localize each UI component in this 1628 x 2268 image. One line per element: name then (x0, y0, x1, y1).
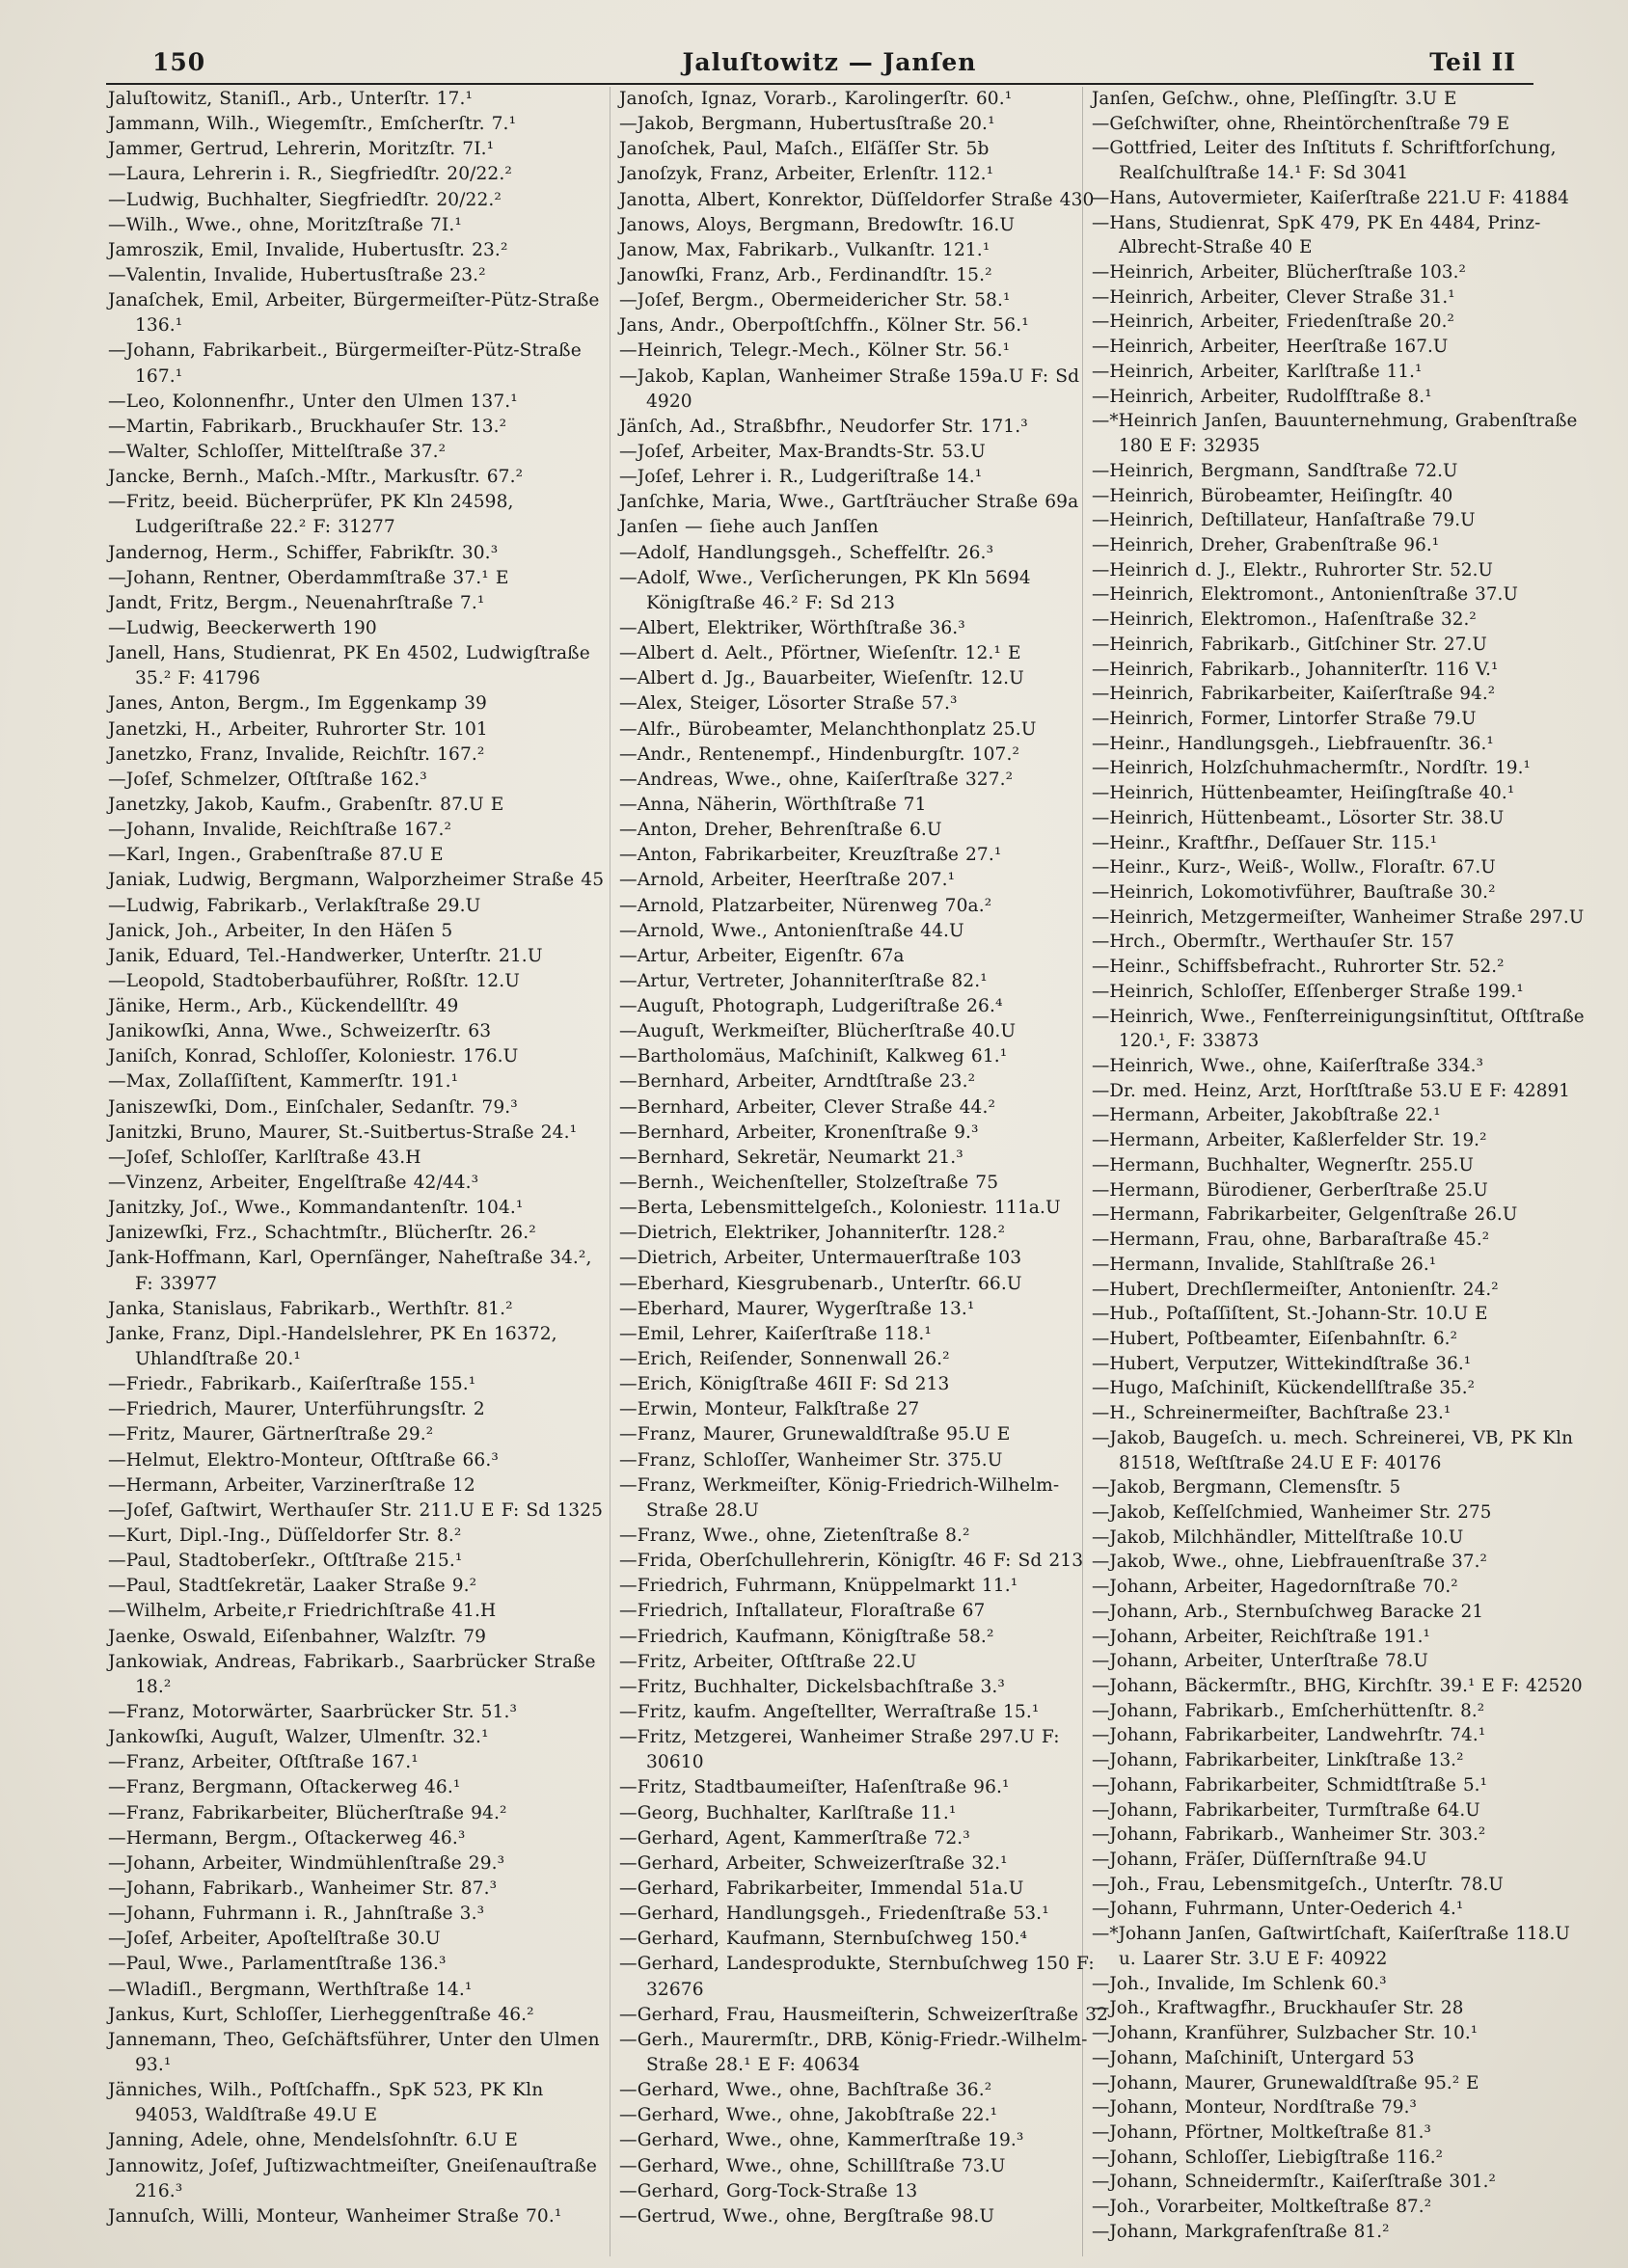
directory-entry: —Auguſt, Werkmeiſter, Blücherſtraße 40.U (619, 1021, 1017, 1042)
directory-entry: —*Heinrich Janſen, Bauunternehmung, Grabenſtraße 180 E F: 32935 (1092, 411, 1578, 457)
directory-entry: —Heinrich, Deſtillateur, Hanſaſtraße 79.U (1092, 510, 1476, 531)
directory-entry: —Johann, Fräſer, Düſſernſtraße 94.U (1092, 1850, 1427, 1871)
directory-entry: —Karl, Ingen., Grabenſtraße 87.U E (108, 845, 444, 866)
directory-entry: —Heinrich, Lokomotivführer, Bauſtraße 30.² (1092, 882, 1496, 903)
directory-entry: —Johann, Pförtner, Moltkeſtraße 81.³ (1092, 2121, 1431, 2143)
directory-entry: —Anton, Dreher, Behrenſtraße 6.U (619, 820, 942, 841)
directory-entry: —Joſef, Arbeiter, Max-Brandts-Str. 53.U (619, 441, 986, 462)
directory-entry: —Artur, Arbeiter, Eigenſtr. 67a (619, 945, 905, 966)
directory-entry: —Gerhard, Wwe., ohne, Jakobſtraße 22.¹ (619, 2105, 998, 2126)
directory-entry: —Joſef, Arbeiter, Apoſtelſtraße 30.U (108, 1929, 441, 1950)
directory-entry: —Adolf, Wwe., Verſicherungen, PK Kln 5694 Königſtraße 46.² F: Sd 213 (619, 567, 1031, 613)
part-label: Teil II (1429, 48, 1516, 76)
directory-entry: —Johann, Bäckermſtr., BHG, Kirchſtr. 39.¹ E F: 42520 (1092, 1676, 1583, 1696)
page-number: 150 (152, 48, 206, 76)
directory-entry: —Johann, Fabrikarb., Wanheimer Str. 87.³ (108, 1877, 498, 1899)
directory-entry: Jammer, Gertrud, Lehrerin, Moritzſtr. 7I.¹ (108, 139, 495, 160)
directory-entry: —Heinrich, Arbeiter, Rudolfſtraße 8.¹ (1092, 386, 1432, 407)
directory-entry: Janell, Hans, Studienrat, PK En 4502, Ludwigſtraße 35.² F: 41796 (108, 643, 590, 689)
directory-entry: —Hermann, Arbeiter, Kaßlerfelder Str. 19.² (1092, 1130, 1487, 1151)
directory-entry: —Heinrich, Wwe., Fenſterreinigungsinſtitut, Oſtſtraße 120.¹, F: 33873 (1092, 1006, 1585, 1052)
directory-entry: Jankowiak, Andreas, Fabrikarb., Saarbrücker Straße 18.² (108, 1651, 596, 1697)
directory-entry: —Alfr., Bürobeamter, Melanchthonplatz 25.U (619, 718, 1037, 740)
directory-entry: —Joſef, Schmelzer, Oſtſtraße 162.³ (108, 769, 427, 790)
directory-entry: —Joſef, Bergm., Obermeidericher Str. 58.¹ (619, 290, 1011, 311)
directory-entry: —Gerhard, Arbeiter, Schweizerſtraße 32.¹ (619, 1852, 1008, 1874)
directory-entry: —Johann, Fabrikarbeiter, Schmidtſtraße 5.¹ (1092, 1774, 1488, 1796)
directory-entry: —Friedr., Fabrikarb., Kaiſerſtraße 155.¹ (108, 1374, 476, 1395)
directory-entry: —Gertrud, Wwe., ohne, Bergſtraße 98.U (619, 2205, 995, 2227)
directory-entry: —Franz, Maurer, Grunewaldſtraße 95.U E (619, 1424, 1011, 1445)
directory-entry: —Friedrich, Kaufmann, Königſtraße 58.² (619, 1626, 994, 1647)
directory-entry: —Johann, Fuhrmann, Unter-Oederich 4.¹ (1092, 1899, 1464, 1920)
directory-entry: Janes, Anton, Bergm., Im Eggenkamp 39 (108, 693, 487, 715)
directory-entry: —Valentin, Invalide, Hubertusſtraße 23.² (108, 264, 486, 285)
page-header (106, 46, 1533, 85)
directory-entry: —Andr., Rentenempf., Hindenburgſtr. 107.² (619, 743, 1020, 765)
directory-entry: Janaſchek, Emil, Arbeiter, Bürgermeiſter-Pütz-Straße 136.¹ (108, 290, 600, 337)
directory-entry: Jänniches, Wilh., Poſtſchaffn., SpK 523, PK Kln 94053, Waldſtraße 49.U E (108, 2080, 544, 2126)
directory-entry: —Wilhelm, Arbeite,r Friedrichſtraße 41.H (108, 1601, 497, 1622)
directory-entry: —Leo, Kolonnenfhr., Unter den Ulmen 137.¹ (108, 391, 518, 412)
directory-entry: —Gerhard, Landesprodukte, Sternbuſchweg 150 F: 32676 (619, 1954, 1095, 2000)
directory-entry: —Artur, Vertreter, Johanniterſtraße 82.¹ (619, 970, 988, 991)
directory-entry: —Franz, Wwe., ohne, Zietenſtraße 8.² (619, 1526, 970, 1547)
directory-entry: —Ludwig, Buchhalter, Siegfriedſtr. 20/22.² (108, 189, 502, 210)
directory-entry: —Hans, Autovermieter, Kaiſerſtraße 221.U F: 41884 (1092, 187, 1569, 208)
directory-entry: —Helmut, Elektro-Monteur, Oſtſtraße 66.³ (108, 1449, 499, 1471)
directory-entry: Jänſch, Ad., Straßbfhr., Neudorfer Str. 171.³ (619, 416, 1028, 437)
directory-entry: —Jakob, Milchhändler, Mittelſtraße 10.U (1092, 1526, 1464, 1548)
directory-entry: —Gerhard, Kaufmann, Sternbuſchweg 150.⁴ (619, 1929, 1028, 1950)
directory-entry: —Heinrich, Arbeiter, Blücherſtraße 103.² (1092, 262, 1466, 284)
directory-entry: —Johann, Fabrikarbeit., Bürgermeiſter-Pütz-Straße 167.¹ (108, 340, 582, 387)
directory-entry: —Max, Zollaſſiſtent, Kammerſtr. 191.¹ (108, 1071, 459, 1093)
directory-entry: —Emil, Lehrer, Kaiſerſtraße 118.¹ (619, 1323, 932, 1344)
directory-entry: —Gerhard, Gorg-Tock-Straße 13 (619, 2180, 918, 2201)
directory-entry: —Heinrich, Holzſchuhmachermſtr., Nordſtr. 19.¹ (1092, 758, 1531, 779)
directory-entry: —Johann, Fabrikarbeiter, Landwehrſtr. 74.¹ (1092, 1725, 1486, 1746)
directory-entry: —Heinrich, Hüttenbeamt., Lösorter Str. 38.U (1092, 807, 1505, 828)
directory-entry: —Arnold, Arbeiter, Heerſtraße 207.¹ (619, 870, 956, 891)
directory-entry: —Friedrich, Fuhrmann, Knüppelmarkt 11.¹ (619, 1576, 1018, 1597)
directory-entry: —Friedrich, Maurer, Unterführungsſtr. 2 (108, 1399, 485, 1420)
directory-entry: —Ludwig, Fabrikarb., Verlakſtraße 29.U (108, 895, 481, 916)
directory-entry: —Dietrich, Elektriker, Johanniterſtr. 128.² (619, 1223, 1006, 1244)
directory-entry: —Joſef, Lehrer i. R., Ludgeriſtraße 14.¹ (619, 467, 983, 488)
directory-entry: Jammann, Wilh., Wiegemſtr., Emſcherſtr. 7.¹ (108, 114, 517, 135)
directory-entry: —Johann, Arbeiter, Reichſtraße 191.¹ (1092, 1626, 1430, 1647)
directory-entry: Janſen — ſiehe auch Janſſen (619, 517, 879, 538)
directory-entry: Janitzky, Joſ., Wwe., Kommandantenſtr. 104.¹ (108, 1198, 524, 1219)
directory-entry: —Fritz, Metzgerei, Wanheimer Straße 297.U F: 30610 (619, 1727, 1060, 1773)
directory-entry: Janetzko, Franz, Invalide, Reichſtr. 167.² (108, 743, 485, 765)
directory-entry: —Bartholomäus, Maſchiniſt, Kalkweg 61.¹ (619, 1046, 1008, 1067)
directory-entry: Janetzky, Jakob, Kaufm., Grabenſtr. 87.U E (108, 794, 504, 815)
directory-entry: —Heinrich d. J., Elektr., Ruhrorter Str. 52.U (1092, 559, 1494, 580)
directory-entry: —Kurt, Dipl.-Ing., Düſſeldorfer Str. 8.² (108, 1526, 462, 1547)
directory-entry: —Franz, Fabrikarbeiter, Blücherſtraße 94.² (108, 1802, 507, 1823)
directory-entry: —Heinrich, Former, Lintorfer Straße 79.U (1092, 708, 1477, 729)
directory-entry: —Hubert, Poſtbeamter, Eiſenbahnſtr. 6.² (1092, 1328, 1458, 1349)
directory-entry: Jänike, Herm., Arb., Kückendellſtr. 49 (108, 996, 459, 1017)
directory-entry: —Heinrich, Elektromon., Haſenſtraße 32.² (1092, 609, 1477, 631)
directory-column-3 (1092, 87, 1593, 2245)
directory-entry: Jaenke, Oswald, Eiſenbahner, Walzſtr. 79 (108, 1626, 487, 1647)
directory-entry: Janitzki, Bruno, Maurer, St.-Suitbertus-Straße 24.¹ (108, 1121, 578, 1143)
directory-entry: —Wilh., Wwe., ohne, Moritzſtraße 7I.¹ (108, 214, 462, 235)
directory-entry: Jankowſki, Auguſt, Walzer, Ulmenſtr. 32.¹ (108, 1727, 489, 1748)
directory-entry: —Heinrich, Bürobeamter, Heiſingſtr. 40 (1092, 485, 1453, 506)
directory-entry: —Friedrich, Inſtallateur, Floraſtraße 67 (619, 1601, 986, 1622)
directory-entry: —Joſef, Schloſſer, Karlſtraße 43.H (108, 1147, 421, 1168)
directory-entry: —Arnold, Wwe., Antonienſtraße 44.U (619, 920, 964, 941)
directory-entry: —Dr. med. Heinz, Arzt, Horſtſtraße 53.U E F: 42891 (1092, 1080, 1570, 1101)
directory-entry: —Jakob, Kaplan, Wanheimer Straße 159a.U F: Sd 4920 (619, 365, 1080, 412)
directory-entry: Janowſki, Franz, Arb., Ferdinandſtr. 15.² (619, 264, 992, 285)
directory-entry: —Fritz, Stadtbaumeiſter, Haſenſtraße 96.¹ (619, 1777, 1010, 1798)
directory-entry: Jannuſch, Willi, Monteur, Wanheimer Straße 70.¹ (108, 2205, 562, 2227)
directory-entry: —Jakob, Baugeſch. u. mech. Schreinerei, VB, PK Kln 81518, Weſtſtraße 24.U E F: 40176 (1092, 1427, 1573, 1473)
directory-entry: —Heinrich, Arbeiter, Clever Straße 31.¹ (1092, 286, 1455, 308)
directory-entry: —Gerhard, Frau, Hausmeiſterin, Schweizerſtraße 32 (619, 2004, 1108, 2025)
directory-entry: —Johann, Invalide, Reichſtraße 167.² (108, 820, 452, 841)
directory-entry: Janoſchek, Paul, Maſch., Elſäſſer Str. 5b (619, 139, 990, 160)
directory-entry: —Gerhard, Wwe., ohne, Schillſtraße 73.U (619, 2155, 1006, 2176)
directory-entry: —Hugo, Maſchiniſt, Kückendellſtraße 35.² (1092, 1378, 1476, 1399)
directory-entry: —Laura, Lehrerin i. R., Siegfriedſtr. 20/22.² (108, 164, 512, 185)
directory-entry: —Joh., Invalide, Im Schlenk 60.³ (1092, 1973, 1387, 1994)
directory-entry: Jannowitz, Joſef, Juſtizwachtmeiſter, Gneiſenauſtraße 216.³ (108, 2155, 597, 2201)
directory-entry: Jandt, Fritz, Bergm., Neuenahrſtraße 7.¹ (108, 592, 485, 613)
directory-entry: —Vinzenz, Arbeiter, Engelſtraße 42/44.³ (108, 1173, 479, 1194)
directory-entry: —Erich, Königſtraße 46II F: Sd 213 (619, 1374, 950, 1395)
directory-entry: —Heinr., Kurz-, Weiß-, Wollw., Floraſtr. 67.U (1092, 857, 1496, 878)
directory-entry: —*Johann Janſen, Gaſtwirtſchaft, Kaiſerſtraße 118.U u. Laarer Str. 3.U E F: 40922 (1092, 1924, 1570, 1969)
directory-entry: —Johann, Fuhrmann i. R., Jahnſtraße 3.³ (108, 1904, 485, 1925)
directory-entry: —Jakob, Keſſelſchmied, Wanheimer Str. 275 (1092, 1501, 1492, 1523)
directory-entry: —Johann, Maurer, Grunewaldſtraße 95.² E (1092, 2072, 1479, 2093)
directory-entry: Janetzki, H., Arbeiter, Ruhrorter Str. 101 (108, 718, 488, 740)
directory-entry: Jaluſtowitz, Staniſl., Arb., Unterſtr. 17.¹ (108, 89, 474, 109)
directory-entry: —Albert, Elektriker, Wörthſtraße 36.³ (619, 617, 965, 638)
directory-entry: —Hermann, Bürodiener, Gerberſtraße 25.U (1092, 1179, 1488, 1201)
directory-entry: —Johann, Fabrikarb., Emſcherhüttenſtr. 8.² (1092, 1700, 1485, 1721)
directory-entry: —Joh., Frau, Lebensmitgeſch., Unterſtr. 78.U (1092, 1874, 1504, 1895)
directory-entry: —Walter, Schloſſer, Mittelſtraße 37.² (108, 441, 447, 462)
directory-entry: Jannemann, Theo, Geſchäftsführer, Unter den Ulmen 93.¹ (108, 2029, 600, 2075)
directory-entry: —Eberhard, Kiesgrubenarb., Unterſtr. 66.U (619, 1273, 1022, 1294)
directory-entry: Janows, Aloys, Bergmann, Bredowſtr. 16.U (619, 214, 1016, 235)
directory-entry: Janſchke, Maria, Wwe., Gartſträucher Straße 69a (619, 492, 1079, 513)
directory-entry: Jank-Hoffmann, Karl, Opernſänger, Naheſtraße 34.², F: 33977 (108, 1248, 592, 1294)
directory-entry: —Anton, Fabrikarbeiter, Kreuzſtraße 27.¹ (619, 845, 1002, 866)
directory-entry: —Johann, Fabrikarbeiter, Turmſtraße 64.U (1092, 1799, 1480, 1821)
directory-entry: —Bernhard, Arbeiter, Arndtſtraße 23.² (619, 1071, 976, 1093)
directory-entry: —Martin, Fabrikarb., Bruckhauſer Str. 13.² (108, 416, 507, 437)
directory-entry: Janka, Stanislaus, Fabrikarb., Werthſtr. 81.² (108, 1298, 513, 1319)
directory-entry: —Fritz, Maurer, Gärtnerſtraße 29.² (108, 1424, 434, 1445)
directory-entry: —H., Schreinermeiſter, Bachſtraße 23.¹ (1092, 1403, 1452, 1424)
directory-entry: —Johann, Rentner, Oberdammſtraße 37.¹ E (108, 567, 509, 588)
page-range-title: Jaluſtowitz — Janſen (682, 48, 977, 76)
directory-entry: Jankus, Kurt, Schloſſer, Lierheggenſtraße 46.² (108, 2004, 534, 2025)
directory-entry: —Johann, Schloſſer, Liebigſtraße 116.² (1092, 2146, 1444, 2168)
directory-entry: —Franz, Arbeiter, Oſtſtraße 167.¹ (108, 1752, 419, 1773)
directory-entry: —Johann, Arb., Sternbuſchweg Baracke 21 (1092, 1601, 1484, 1622)
directory-entry: —Heinrich, Dreher, Grabenſtraße 96.¹ (1092, 534, 1440, 555)
directory-entry: —Gerhard, Handlungsgeh., Friedenſtraße 53.¹ (619, 1904, 1049, 1925)
directory-entry: Janik, Eduard, Tel.-Handwerker, Unterſtr. 21.U (108, 945, 543, 966)
directory-entry: —Johann, Maſchiniſt, Untergard 53 (1092, 2047, 1415, 2068)
directory-column-1 (108, 87, 610, 2229)
directory-entry: —Anna, Näherin, Wörthſtraße 71 (619, 794, 927, 815)
directory-entry: Janotta, Albert, Konrektor, Düſſeldorfer Straße 430 (619, 189, 1095, 210)
directory-entry: —Dietrich, Arbeiter, Untermauerſtraße 103 (619, 1248, 1022, 1269)
directory-entry: Janow, Max, Fabrikarb., Vulkanſtr. 121.¹ (619, 239, 990, 260)
directory-entry: —Gerh., Maurermſtr., DRB, König-Friedr.-Wilhelm-Straße 28.¹ E F: 40634 (619, 2029, 1088, 2075)
directory-entry: Jamroszik, Emil, Invalide, Hubertusſtr. 23.² (108, 239, 508, 260)
directory-entry: —Hermann, Buchhalter, Wegnerſtr. 255.U (1092, 1154, 1474, 1175)
directory-entry: —Johann, Kranführer, Sulzbacher Str. 10.¹ (1092, 2023, 1479, 2044)
directory-entry: —Heinr., Handlungsgeh., Liebfrauenſtr. 36.¹ (1092, 733, 1494, 754)
directory-entry: —Heinr., Schiffsbefracht., Ruhrorter Str. 52.² (1092, 957, 1505, 978)
directory-entry: —Paul, Wwe., Parlamentſtraße 136.³ (108, 1954, 447, 1975)
directory-entry: —Heinrich, Fabrikarb., Gitſchiner Str. 27.U (1092, 634, 1487, 655)
directory-entry: —Bernhard, Sekretär, Neumarkt 21.³ (619, 1147, 963, 1168)
directory-entry: —Fritz, beeid. Bücherprüfer, PK Kln 24598, Ludgeriſtraße 22.² F: 31277 (108, 492, 514, 538)
directory-entry: —Fritz, Buchhalter, Dickelsbachſtraße 3.³ (619, 1676, 1005, 1697)
directory-entry: —Paul, Stadtoberſekr., Oſtſtraße 215.¹ (108, 1551, 463, 1572)
directory-entry: —Alex, Steiger, Lösorter Straße 57.³ (619, 693, 958, 715)
directory-entry: —Heinrich, Schloſſer, Eſſenberger Straße 199.¹ (1092, 981, 1524, 1002)
directory-entry: —Hubert, Drechſlermeiſter, Antonienſtr. 24.² (1092, 1279, 1499, 1300)
directory-entry: Janiſch, Konrad, Schloſſer, Koloniestr. 176.U (108, 1046, 519, 1067)
directory-entry: —Jakob, Bergmann, Clemensſtr. 5 (1092, 1477, 1401, 1498)
directory-column-2 (619, 87, 1121, 2229)
directory-entry: Janſen, Geſchw., ohne, Pleſſingſtr. 3.U E (1092, 89, 1457, 109)
directory-entry: Jans, Andr., Oberpoſtſchffn., Kölner Str. 56.¹ (619, 315, 1029, 337)
directory-entry: —Johann, Fabrikarb., Wanheimer Str. 303.² (1092, 1824, 1486, 1846)
directory-entry: —Hubert, Verputzer, Wittekindſtraße 36.¹ (1092, 1353, 1472, 1374)
directory-entry: —Heinrich, Hüttenbeamter, Heiſingſtraße 40.¹ (1092, 783, 1515, 804)
directory-entry: —Johann, Arbeiter, Hagedornſtraße 70.² (1092, 1577, 1458, 1598)
directory-entry: —Heinrich, Arbeiter, Karlſtraße 11.¹ (1092, 361, 1423, 382)
directory-entry: —Hub., Poſtaſſiſtent, St.-Johann-Str. 10.U E (1092, 1304, 1488, 1325)
directory-entry: Janoſzyk, Franz, Arbeiter, Erlenſtr. 112.¹ (619, 164, 994, 185)
directory-entry: —Erich, Reiſender, Sonnenwall 26.² (619, 1349, 950, 1370)
directory-entry: —Hermann, Invalide, Stahlſtraße 26.¹ (1092, 1254, 1437, 1275)
directory-entry: —Bernh., Weichenſteller, Stolzeſtraße 75 (619, 1173, 999, 1194)
directory-entry: —Bernhard, Arbeiter, Clever Straße 44.² (619, 1096, 996, 1118)
directory-entry: —Johann, Fabrikarbeiter, Linkſtraße 13.² (1092, 1750, 1464, 1771)
directory-entry: —Albert d. Aelt., Pförtner, Wieſenſtr. 12.¹ E (619, 643, 1021, 664)
directory-entry: —Hermann, Fabrikarbeiter, Gelgenſtraße 26.U (1092, 1204, 1518, 1226)
directory-entry: —Heinrich, Metzgermeiſter, Wanheimer Straße 297.U (1092, 906, 1585, 928)
directory-entry: Janick, Joh., Arbeiter, In den Häſen 5 (108, 920, 453, 941)
directory-entry: —Johann, Arbeiter, Unterſtraße 78.U (1092, 1651, 1428, 1672)
directory-entry: —Heinrich, Arbeiter, Friedenſtraße 20.² (1092, 311, 1454, 333)
directory-entry: —Fritz, Arbeiter, Oſtſtraße 22.U (619, 1651, 917, 1672)
directory-entry: Janning, Adele, ohne, Mendelsſohnſtr. 6.U E (108, 2130, 518, 2151)
directory-entry: —Frida, Oberſchullehrerin, Königſtr. 46 F: Sd 213 (619, 1551, 1084, 1572)
directory-entry: —Joh., Vorarbeiter, Moltkeſtraße 87.² (1092, 2197, 1432, 2218)
directory-entry: —Heinrich, Telegr.-Mech., Kölner Str. 56.¹ (619, 340, 1011, 362)
directory-entry: —Geſchwiſter, ohne, Rheintörchenſtraße 79 E (1092, 113, 1510, 134)
directory-entry: Jancke, Bernh., Maſch.-Mſtr., Markusſtr. 67.² (108, 467, 524, 488)
directory-entry: —Hans, Studienrat, SpK 479, PK En 4484, Prinz-Albrecht-Straße 40 E (1092, 212, 1541, 258)
directory-entry: —Gerhard, Agent, Kammerſtraße 72.³ (619, 1827, 970, 1849)
directory-entry: —Gottfried, Leiter des Inſtituts f. Schriftforſchung, Realſchulſtraße 14.¹ F: Sd 3041 (1092, 138, 1557, 184)
directory-entry: —Heinrich, Arbeiter, Heerſtraße 167.U (1092, 337, 1449, 358)
directory-entry: Janke, Franz, Dipl.-Handelslehrer, PK En 16372, Uhlandſtraße 20.¹ (108, 1323, 557, 1370)
directory-entry: —Paul, Stadtſekretär, Laaker Straße 9.² (108, 1576, 477, 1597)
directory-entry: —Leopold, Stadtoberbauführer, Roßſtr. 12.U (108, 970, 520, 991)
directory-entry: —Johann, Arbeiter, Windmühlenſtraße 29.³ (108, 1852, 505, 1874)
directory-entry: —Heinr., Kraftfhr., Deſſauer Str. 115.¹ (1092, 832, 1438, 853)
directory-entry: —Heinrich, Bergmann, Sandſtraße 72.U (1092, 460, 1458, 481)
directory-entry: —Andreas, Wwe., ohne, Kaiſerſtraße 327.² (619, 769, 1014, 790)
directory-entry: Janiak, Ludwig, Bergmann, Walporzheimer Straße 45 (108, 870, 605, 891)
directory-entry: —Joh., Kraftwagfhr., Bruckhauſer Str. 28 (1092, 1998, 1464, 2019)
directory-entry: Janikowſki, Anna, Wwe., Schweizerſtr. 63 (108, 1021, 492, 1042)
directory-entry: —Hermann, Arbeiter, Varzinerſtraße 12 (108, 1474, 475, 1496)
directory-entry: —Gerhard, Wwe., ohne, Kammerſtraße 19.³ (619, 2130, 1024, 2151)
directory-entry: —Albert d. Jg., Bauarbeiter, Wieſenſtr. 12.U (619, 668, 1024, 689)
directory-entry: —Fritz, kaufm. Angeſtellter, Werraſtraße 15.¹ (619, 1702, 1040, 1722)
directory-entry: —Heinrich, Fabrikarbeiter, Kaiſerſtraße 94.² (1092, 684, 1496, 705)
directory-entry: —Arnold, Platzarbeiter, Nürenweg 70a.² (619, 895, 992, 916)
directory-entry: —Ludwig, Beeckerwerth 190 (108, 617, 377, 638)
directory-entry: —Bernhard, Arbeiter, Kronenſtraße 9.³ (619, 1121, 979, 1143)
directory-entry: Janiszewſki, Dom., Einſchaler, Sedanſtr. 79.³ (108, 1096, 518, 1118)
directory-entry: —Johann, Monteur, Nordſtraße 79.³ (1092, 2097, 1417, 2119)
directory-entry: —Erwin, Monteur, Falkſtraße 27 (619, 1399, 920, 1420)
directory-entry: —Auguſt, Photograph, Ludgeriſtraße 26.⁴ (619, 996, 1003, 1017)
directory-entry: —Gerhard, Fabrikarbeiter, Immendal 51a.U (619, 1877, 1024, 1899)
directory-entry: —Eberhard, Maurer, Wygerſtraße 13.¹ (619, 1298, 975, 1319)
directory-entry: —Berta, Lebensmittelgeſch., Koloniestr. 111a.U (619, 1198, 1061, 1219)
directory-entry: —Hermann, Arbeiter, Jakobſtraße 22.¹ (1092, 1105, 1441, 1126)
directory-entry: —Heinrich, Elektromont., Antonienſtraße 37.U (1092, 584, 1518, 606)
directory-entry: —Hermann, Bergm., Oſtackerweg 46.³ (108, 1827, 466, 1849)
directory-entry: —Joſef, Gaſtwirt, Werthauſer Str. 211.U E F: Sd 1325 (108, 1499, 604, 1521)
directory-entry: —Heinrich, Fabrikarb., Johanniterſtr. 116 V.¹ (1092, 659, 1499, 680)
directory-entry: —Heinrich, Wwe., ohne, Kaiſerſtraße 334.³ (1092, 1056, 1484, 1077)
directory-entry: —Wladiſl., Bergmann, Werthſtraße 14.¹ (108, 1979, 473, 2000)
directory-entry: —Hrch., Obermſtr., Werthauſer Str. 157 (1092, 932, 1454, 953)
directory-entry: —Adolf, Handlungsgeh., Scheffelſtr. 26.³ (619, 542, 994, 563)
directory-entry: —Franz, Schloſſer, Wanheimer Str. 375.U (619, 1449, 1003, 1471)
directory-entry: —Georg, Buchhalter, Karlſtraße 11.¹ (619, 1802, 957, 1823)
directory-entry: —Franz, Bergmann, Oſtackerweg 46.¹ (108, 1777, 461, 1798)
directory-entry: —Johann, Markgrafenſtraße 81.² (1092, 2221, 1390, 2242)
directory-entry: —Jakob, Bergmann, Hubertusſtraße 20.¹ (619, 114, 995, 135)
directory-entry: —Franz, Werkmeiſter, König-Friedrich-Wilhelm-Straße 28.U (619, 1474, 1060, 1521)
directory-entry: —Johann, Schneidermſtr., Kaiſerſtraße 301.² (1092, 2172, 1496, 2193)
directory-entry: —Hermann, Frau, ohne, Barbaraſtraße 45.² (1092, 1229, 1490, 1251)
directory-entry: Janizewſki, Frz., Schachtmſtr., Blücherſtr. 26.² (108, 1223, 536, 1244)
directory-entry: Jandernog, Herm., Schiffer, Fabrikſtr. 30.³ (108, 542, 499, 563)
directory-entry: —Franz, Motorwärter, Saarbrücker Str. 51.³ (108, 1702, 518, 1722)
directory-entry: —Gerhard, Wwe., ohne, Bachſtraße 36.² (619, 2080, 992, 2101)
directory-entry: —Jakob, Wwe., ohne, Liebfrauenſtraße 37.² (1092, 1552, 1487, 1573)
directory-entry: Janoſch, Ignaz, Vorarb., Karolingerſtr. 60.¹ (619, 89, 1013, 109)
